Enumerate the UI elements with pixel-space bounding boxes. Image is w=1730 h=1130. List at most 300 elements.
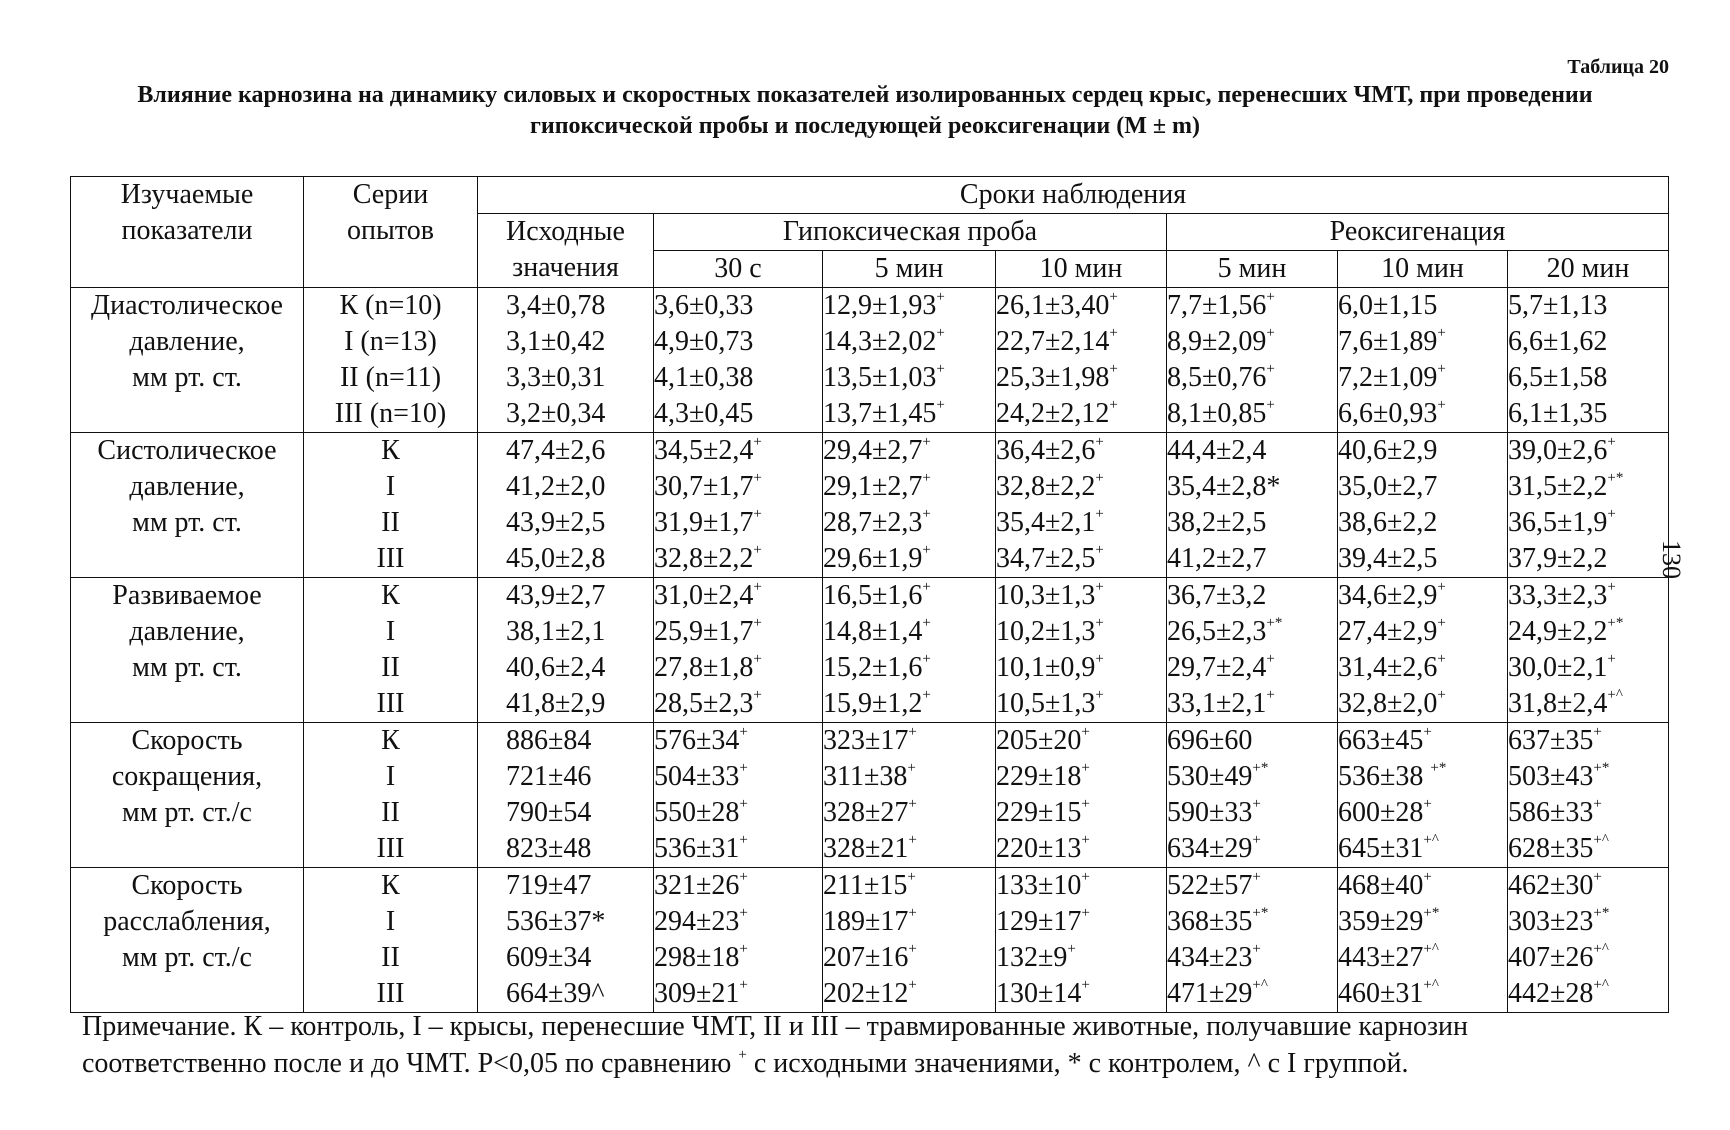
significance-marker: +* bbox=[1266, 614, 1283, 631]
value-cell bbox=[1508, 650, 1668, 686]
value-text: 34,5±2,4 bbox=[654, 435, 754, 466]
significance-marker: + bbox=[1095, 541, 1104, 558]
value-cell bbox=[996, 288, 1166, 324]
value-text: 634±29 bbox=[1167, 833, 1253, 864]
value-text: 3,1±0,42 bbox=[506, 326, 606, 357]
value-column-cell bbox=[996, 288, 1167, 433]
value-text: 721±46 bbox=[506, 761, 592, 792]
param-line: мм рт. ст. bbox=[132, 507, 242, 538]
value-cell bbox=[823, 614, 995, 650]
value-text: 600±28 bbox=[1338, 797, 1424, 828]
series-label: II bbox=[381, 507, 400, 538]
value-cell bbox=[823, 433, 995, 469]
value-text: 468±40 bbox=[1338, 870, 1424, 901]
value-cell bbox=[823, 904, 995, 940]
value-cell bbox=[1167, 541, 1337, 577]
value-cell bbox=[823, 650, 995, 686]
value-cell bbox=[1167, 686, 1337, 722]
value-text: 15,9±1,2 bbox=[823, 688, 923, 719]
param-line: мм рт. ст./с bbox=[122, 797, 252, 828]
value-text: 309±21 bbox=[654, 978, 740, 1009]
value-cell bbox=[1508, 795, 1668, 831]
significance-marker: + bbox=[1252, 831, 1261, 848]
value-text: 328±27 bbox=[823, 797, 909, 828]
value-column-cell bbox=[1167, 723, 1338, 868]
value-cell bbox=[1338, 868, 1507, 904]
significance-marker: + bbox=[1266, 650, 1275, 667]
value-column-cell bbox=[654, 433, 823, 578]
value-column-cell bbox=[823, 433, 996, 578]
value-text: 38,1±2,1 bbox=[506, 616, 606, 647]
value-cell bbox=[506, 396, 653, 432]
value-text: 522±57 bbox=[1167, 870, 1253, 901]
value-cell bbox=[996, 541, 1166, 577]
value-cell bbox=[1338, 759, 1507, 795]
value-text: 31,8±2,4 bbox=[1508, 688, 1608, 719]
significance-marker: + bbox=[1266, 288, 1275, 305]
significance-marker: + bbox=[1423, 723, 1432, 740]
value-cell bbox=[506, 795, 653, 831]
value-cell bbox=[1338, 469, 1507, 505]
significance-marker: + bbox=[908, 940, 917, 957]
value-cell bbox=[1508, 976, 1668, 1012]
value-text: 504±33 bbox=[654, 761, 740, 792]
value-cell bbox=[506, 288, 653, 324]
significance-marker: + bbox=[739, 868, 748, 885]
series-label: I bbox=[385, 616, 396, 647]
header-reox-5min: 5 мин bbox=[1167, 251, 1338, 288]
value-text: 8,1±0,85 bbox=[1167, 398, 1267, 429]
significance-marker: + bbox=[1109, 288, 1118, 305]
value-text: 29,6±1,9 bbox=[823, 543, 923, 574]
value-text: 7,2±1,09 bbox=[1338, 362, 1438, 393]
value-text: 29,7±2,4 bbox=[1167, 652, 1267, 683]
value-cell bbox=[1338, 578, 1507, 614]
value-text: 8,5±0,76 bbox=[1167, 362, 1267, 393]
note-line-2-start: соответственно после и до ЧМТ. P<0,05 по сравнению bbox=[82, 1048, 739, 1079]
significance-marker: +* bbox=[1430, 759, 1447, 776]
significance-marker: + bbox=[936, 288, 945, 305]
value-cell bbox=[654, 614, 822, 650]
significance-marker: + bbox=[1266, 324, 1275, 341]
series-label: III bbox=[376, 543, 405, 574]
value-text: 3,3±0,31 bbox=[506, 362, 606, 393]
value-cell bbox=[654, 904, 822, 940]
value-cell bbox=[996, 324, 1166, 360]
header-reoxygenation: Реоксигенация bbox=[1167, 214, 1669, 251]
value-text: 24,2±2,12 bbox=[996, 398, 1110, 429]
significance-marker: + bbox=[1266, 396, 1275, 413]
value-cell bbox=[823, 759, 995, 795]
value-text: 460±31 bbox=[1338, 978, 1424, 1009]
series-label: К bbox=[381, 725, 400, 756]
value-text: 311±38 bbox=[823, 761, 908, 792]
value-cell bbox=[654, 288, 822, 324]
value-text: 16,5±1,6 bbox=[823, 580, 923, 611]
param-line: давление, bbox=[129, 471, 245, 502]
significance-marker: + bbox=[908, 976, 917, 993]
significance-marker: + bbox=[753, 541, 762, 558]
value-text: 26,5±2,3 bbox=[1167, 616, 1267, 647]
value-text: 35,0±2,7 bbox=[1338, 471, 1438, 502]
value-cell bbox=[1338, 614, 1507, 650]
significance-marker: + bbox=[753, 578, 762, 595]
significance-marker: + bbox=[908, 723, 917, 740]
value-text: 29,1±2,7 bbox=[823, 471, 923, 502]
header-hyp-10min: 10 мин bbox=[996, 251, 1167, 288]
value-column-cell bbox=[996, 433, 1167, 578]
value-text: 29,4±2,7 bbox=[823, 435, 923, 466]
series-label: I bbox=[385, 761, 396, 792]
value-text: 129±17 bbox=[996, 906, 1082, 937]
value-cell bbox=[506, 324, 653, 360]
series-label: К bbox=[381, 870, 400, 901]
value-cell bbox=[1167, 324, 1337, 360]
value-column-cell bbox=[654, 288, 823, 433]
value-text: 38,6±2,2 bbox=[1338, 507, 1438, 538]
value-column-cell bbox=[996, 868, 1167, 1013]
value-text: 22,7±2,14 bbox=[996, 326, 1110, 357]
value-cell bbox=[1508, 940, 1668, 976]
value-text: 45,0±2,8 bbox=[506, 543, 606, 574]
value-text: 24,9±2,2 bbox=[1508, 616, 1608, 647]
value-text: 503±43 bbox=[1508, 761, 1594, 792]
value-cell bbox=[1508, 868, 1668, 904]
table-row bbox=[71, 723, 1669, 868]
value-text: 3,4±0,78 bbox=[506, 290, 606, 321]
table-row bbox=[71, 288, 1669, 433]
table-title: Влияние карнозина на динамику силовых и скоростных показателей изолированных сердец крыс, перенесших ЧМТ, при проведении гипоксической пробы и последующей реоксигенации (М ± m) bbox=[137, 82, 1593, 139]
significance-marker: + bbox=[1081, 831, 1090, 848]
value-text: 44,4±2,4 bbox=[1167, 435, 1267, 466]
significance-marker: + bbox=[1437, 396, 1446, 413]
value-text: 462±30 bbox=[1508, 870, 1594, 901]
significance-marker: +^ bbox=[1593, 940, 1609, 957]
significance-marker: +^ bbox=[1607, 686, 1623, 703]
value-text: 36,5±1,9 bbox=[1508, 507, 1608, 538]
value-text: 28,7±2,3 bbox=[823, 507, 923, 538]
value-column-cell bbox=[654, 578, 823, 723]
value-column-cell bbox=[1167, 868, 1338, 1013]
table-number: Таблица 20 bbox=[1567, 56, 1669, 78]
value-cell bbox=[506, 614, 653, 650]
param-line: давление, bbox=[129, 616, 245, 647]
value-cell bbox=[506, 433, 653, 469]
value-text: 407±26 bbox=[1508, 942, 1594, 973]
series-cell bbox=[304, 433, 478, 578]
value-cell bbox=[996, 904, 1166, 940]
value-column-cell bbox=[823, 868, 996, 1013]
header-hyp-5min: 5 мин bbox=[823, 251, 996, 288]
value-text: 33,3±2,3 bbox=[1508, 580, 1608, 611]
value-text: 27,8±1,8 bbox=[654, 652, 754, 683]
value-column-cell bbox=[478, 868, 654, 1013]
series-cell bbox=[304, 578, 478, 723]
value-cell bbox=[823, 541, 995, 577]
param-line: Скорость bbox=[131, 870, 243, 901]
value-text: 3,6±0,33 bbox=[654, 290, 754, 321]
param-cell bbox=[71, 868, 304, 1013]
significance-marker: + bbox=[922, 505, 931, 522]
value-text: 14,3±2,02 bbox=[823, 326, 937, 357]
value-column-cell bbox=[1338, 723, 1508, 868]
value-text: 25,3±1,98 bbox=[996, 362, 1110, 393]
value-text: 13,7±1,45 bbox=[823, 398, 937, 429]
value-text: 35,4±2,8* bbox=[1167, 471, 1281, 502]
significance-marker: + bbox=[753, 505, 762, 522]
significance-marker: +^ bbox=[1423, 940, 1439, 957]
significance-marker: + bbox=[1081, 904, 1090, 921]
significance-marker: + bbox=[1423, 868, 1432, 885]
param-cell bbox=[71, 433, 304, 578]
note-line-2 bbox=[82, 1045, 1662, 1082]
value-cell bbox=[1167, 360, 1337, 396]
value-text: 3,2±0,34 bbox=[506, 398, 606, 429]
value-text: 31,4±2,6 bbox=[1338, 652, 1438, 683]
value-cell bbox=[1167, 723, 1337, 759]
significance-marker: + bbox=[1607, 650, 1616, 667]
value-cell bbox=[506, 868, 653, 904]
value-text: 40,6±2,4 bbox=[506, 652, 606, 683]
series-label: III (n=10) bbox=[334, 398, 447, 429]
value-cell bbox=[1338, 831, 1507, 867]
series-label: К bbox=[381, 580, 400, 611]
value-text: 8,9±2,09 bbox=[1167, 326, 1267, 357]
param-line: Скорость bbox=[131, 725, 243, 756]
value-column-cell bbox=[1508, 578, 1669, 723]
value-cell bbox=[996, 940, 1166, 976]
value-cell bbox=[506, 759, 653, 795]
significance-marker: + bbox=[1437, 614, 1446, 631]
significance-marker: + bbox=[1252, 795, 1261, 812]
value-cell bbox=[654, 650, 822, 686]
param-cell bbox=[71, 578, 304, 723]
value-cell bbox=[506, 831, 653, 867]
value-column-cell bbox=[1338, 433, 1508, 578]
header-baseline bbox=[478, 214, 654, 288]
significance-marker: + bbox=[753, 650, 762, 667]
value-cell bbox=[506, 360, 653, 396]
value-cell bbox=[654, 831, 822, 867]
param-cell bbox=[71, 288, 304, 433]
significance-marker: + bbox=[1593, 723, 1602, 740]
value-text: 303±23 bbox=[1508, 906, 1594, 937]
significance-marker: + bbox=[1437, 686, 1446, 703]
value-column-cell bbox=[823, 578, 996, 723]
value-text: 443±27 bbox=[1338, 942, 1424, 973]
value-text: 6,6±0,93 bbox=[1338, 398, 1438, 429]
significance-marker: + bbox=[908, 831, 917, 848]
value-text: 36,7±3,2 bbox=[1167, 580, 1267, 611]
significance-marker: + bbox=[739, 795, 748, 812]
header-hyp-30s: 30 с bbox=[654, 251, 823, 288]
value-text: 28,5±2,3 bbox=[654, 688, 754, 719]
value-cell bbox=[1338, 795, 1507, 831]
value-cell bbox=[1167, 396, 1337, 432]
value-text: 31,5±2,2 bbox=[1508, 471, 1608, 502]
value-cell bbox=[506, 578, 653, 614]
value-text: 36,4±2,6 bbox=[996, 435, 1096, 466]
value-cell bbox=[654, 505, 822, 541]
note-line-2-end: с исходными значениями, * с контролем, ^ с I группой. bbox=[746, 1048, 1409, 1079]
significance-marker: + bbox=[907, 759, 916, 776]
value-text: 32,8±2,2 bbox=[654, 543, 754, 574]
value-cell bbox=[823, 831, 995, 867]
value-cell bbox=[823, 396, 995, 432]
value-cell bbox=[996, 723, 1166, 759]
value-cell bbox=[996, 650, 1166, 686]
value-text: 207±16 bbox=[823, 942, 909, 973]
significance-marker: + bbox=[1266, 360, 1275, 377]
param-line: мм рт. ст./с bbox=[122, 942, 252, 973]
value-text: 368±35 bbox=[1167, 906, 1253, 937]
significance-marker: + bbox=[1109, 324, 1118, 341]
value-cell bbox=[996, 433, 1166, 469]
value-cell bbox=[654, 541, 822, 577]
value-cell bbox=[996, 505, 1166, 541]
value-cell bbox=[654, 433, 822, 469]
value-text: 34,6±2,9 bbox=[1338, 580, 1438, 611]
value-text: 550±28 bbox=[654, 797, 740, 828]
significance-marker: + bbox=[739, 904, 748, 921]
value-cell bbox=[1508, 759, 1668, 795]
value-text: 41,2±2,0 bbox=[506, 471, 606, 502]
value-text: 4,1±0,38 bbox=[654, 362, 754, 393]
value-text: 31,9±1,7 bbox=[654, 507, 754, 538]
value-text: 4,9±0,73 bbox=[654, 326, 754, 357]
significance-marker: + bbox=[1437, 650, 1446, 667]
significance-marker: + bbox=[1252, 868, 1261, 885]
value-cell bbox=[506, 686, 653, 722]
value-text: 33,1±2,1 bbox=[1167, 688, 1267, 719]
header-reox-20min: 20 мин bbox=[1508, 251, 1669, 288]
value-cell bbox=[996, 795, 1166, 831]
value-cell bbox=[1508, 578, 1668, 614]
series-label: II bbox=[381, 797, 400, 828]
value-cell bbox=[996, 396, 1166, 432]
significance-marker: +* bbox=[1593, 904, 1610, 921]
header-series-label: Серии опытов bbox=[347, 179, 434, 246]
value-cell bbox=[1338, 288, 1507, 324]
value-cell bbox=[506, 541, 653, 577]
significance-marker: + bbox=[1095, 650, 1104, 667]
value-cell bbox=[1338, 686, 1507, 722]
param-line: давление, bbox=[129, 326, 245, 357]
value-text: 25,9±1,7 bbox=[654, 616, 754, 647]
significance-marker: + bbox=[936, 360, 945, 377]
value-cell bbox=[654, 759, 822, 795]
series-label: К (n=10) bbox=[339, 290, 442, 321]
value-cell bbox=[506, 940, 653, 976]
value-cell bbox=[1167, 759, 1337, 795]
value-column-cell bbox=[996, 578, 1167, 723]
param-line: Систолическое bbox=[97, 435, 277, 466]
value-cell bbox=[823, 578, 995, 614]
value-text: 27,4±2,9 bbox=[1338, 616, 1438, 647]
significance-marker: + bbox=[908, 795, 917, 812]
value-cell bbox=[823, 505, 995, 541]
significance-marker: +* bbox=[1252, 759, 1269, 776]
value-text: 15,2±1,6 bbox=[823, 652, 923, 683]
header-observation-periods: Сроки наблюдения bbox=[478, 177, 1669, 214]
significance-marker: + bbox=[753, 614, 762, 631]
series-cell bbox=[304, 288, 478, 433]
value-cell bbox=[1508, 831, 1668, 867]
value-cell bbox=[996, 469, 1166, 505]
significance-marker: + bbox=[1067, 940, 1076, 957]
significance-marker: + bbox=[922, 541, 931, 558]
value-text: 321±26 bbox=[654, 870, 740, 901]
value-text: 211±15 bbox=[823, 870, 908, 901]
series-cell bbox=[304, 868, 478, 1013]
significance-marker: + bbox=[1095, 469, 1104, 486]
significance-marker: +^ bbox=[1593, 831, 1609, 848]
value-text: 5,7±1,13 bbox=[1508, 290, 1608, 321]
value-cell bbox=[823, 686, 995, 722]
series-label: III bbox=[376, 833, 405, 864]
value-text: 220±13 bbox=[996, 833, 1082, 864]
value-cell bbox=[654, 578, 822, 614]
significance-marker: + bbox=[753, 433, 762, 450]
value-cell bbox=[506, 650, 653, 686]
value-text: 696±60 bbox=[1167, 725, 1253, 756]
value-cell bbox=[823, 723, 995, 759]
series-label: II (n=11) bbox=[339, 362, 442, 393]
value-text: 6,6±1,62 bbox=[1508, 326, 1608, 357]
value-text: 43,9±2,7 bbox=[506, 580, 606, 611]
value-text: 442±28 bbox=[1508, 978, 1594, 1009]
value-text: 298±18 bbox=[654, 942, 740, 973]
series-label: II bbox=[381, 942, 400, 973]
value-column-cell bbox=[1508, 868, 1669, 1013]
series-label: III bbox=[376, 688, 405, 719]
value-cell bbox=[654, 396, 822, 432]
value-cell bbox=[1167, 505, 1337, 541]
value-text: 719±47 bbox=[506, 870, 592, 901]
value-text: 590±33 bbox=[1167, 797, 1253, 828]
value-text: 35,4±2,1 bbox=[996, 507, 1096, 538]
value-column-cell bbox=[1508, 723, 1669, 868]
value-cell bbox=[654, 360, 822, 396]
value-cell bbox=[654, 976, 822, 1012]
header-param-label: Изучаемые показатели bbox=[120, 179, 254, 246]
value-column-cell bbox=[1167, 288, 1338, 433]
value-cell bbox=[1338, 433, 1507, 469]
value-text: 47,4±2,6 bbox=[506, 435, 606, 466]
significance-marker: + bbox=[1593, 795, 1602, 812]
value-cell bbox=[996, 976, 1166, 1012]
value-column-cell bbox=[1338, 868, 1508, 1013]
value-column-cell bbox=[1338, 578, 1508, 723]
value-cell bbox=[1508, 324, 1668, 360]
value-text: 536±31 bbox=[654, 833, 740, 864]
value-cell bbox=[1167, 940, 1337, 976]
value-cell bbox=[823, 868, 995, 904]
value-text: 790±54 bbox=[506, 797, 592, 828]
value-cell bbox=[823, 360, 995, 396]
value-text: 132±9 bbox=[996, 942, 1068, 973]
note-line-1: Примечание. К – контроль, I – крысы, перенесшие ЧМТ, II и III – травмированные животные, получавшие карнозин bbox=[82, 1011, 1468, 1042]
significance-marker: + bbox=[908, 904, 917, 921]
value-text: 39,0±2,6 bbox=[1508, 435, 1608, 466]
value-cell bbox=[1167, 578, 1337, 614]
significance-marker: + bbox=[753, 686, 762, 703]
value-cell bbox=[1508, 904, 1668, 940]
value-column-cell bbox=[478, 433, 654, 578]
significance-marker: + bbox=[922, 650, 931, 667]
value-text: 586±33 bbox=[1508, 797, 1594, 828]
value-text: 637±35 bbox=[1508, 725, 1594, 756]
